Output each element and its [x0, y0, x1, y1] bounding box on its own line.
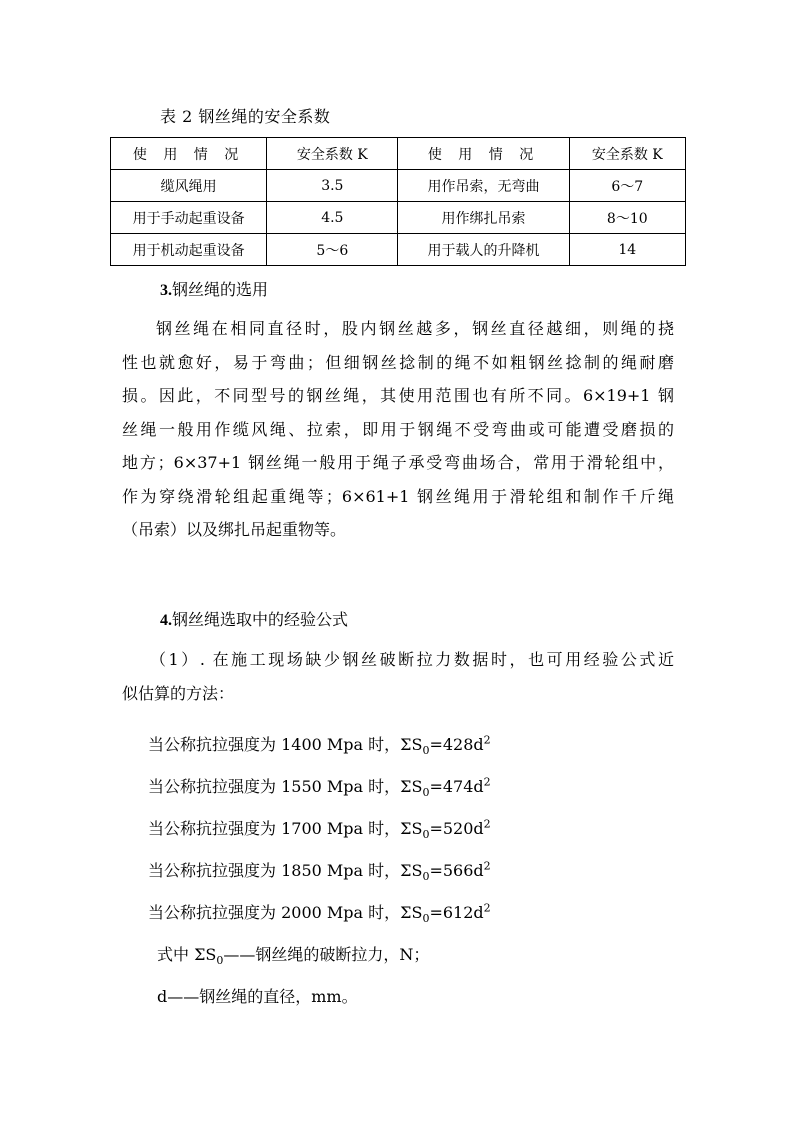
formula-line — [148, 733, 491, 758]
header-factor-2: 安全系数 K — [569, 138, 685, 170]
table-row — [111, 170, 686, 202]
formula-prefix: 当公称抗拉强度为 1700 Mpa 时， — [148, 819, 401, 838]
formula-line — [148, 775, 491, 800]
formula-value: =566d — [429, 861, 484, 880]
table-cell: 用作吊索，无弯曲 — [398, 170, 569, 202]
where-text: ——钢丝绳的破断拉力，N； — [223, 945, 430, 964]
formula-subscript: 0 — [422, 744, 430, 758]
table-header-row — [111, 138, 686, 170]
section-3-paragraph — [122, 312, 674, 547]
header-usage-2: 使 用 情 况 — [398, 138, 569, 170]
paragraph-line: 丝绳一般用作缆风绳、拉索，即用于钢绳不受弯曲或可能遭受磨损的 — [122, 419, 674, 439]
table-caption: 表 2 钢丝绳的安全系数 — [160, 107, 331, 126]
table-cell: 用于载人的升降机 — [398, 234, 569, 266]
table-cell: 3.5 — [267, 170, 398, 202]
formula-value: =520d — [429, 819, 484, 838]
table-cell: 14 — [569, 234, 685, 266]
table-row — [111, 234, 686, 266]
table-cell: 8～10 — [569, 202, 685, 234]
formula-where-line — [157, 945, 430, 968]
formula-prefix: 当公称抗拉强度为 1400 Mpa 时， — [148, 735, 401, 754]
formula-symbol: ΣS — [400, 903, 423, 922]
formula-exponent: 2 — [483, 859, 491, 873]
section-4-heading — [160, 610, 348, 631]
formula-subscript: 0 — [422, 828, 430, 842]
table-cell: 用作绑扎吊索 — [398, 202, 569, 234]
table-cell: 用于手动起重设备 — [111, 202, 267, 234]
section-3-number: 3. — [160, 282, 172, 299]
formula-value: =474d — [429, 777, 484, 796]
formula-exponent: 2 — [483, 775, 491, 789]
formula-line — [148, 901, 491, 926]
formula-value: =612d — [429, 903, 484, 922]
formula-prefix: 当公称抗拉强度为 1550 Mpa 时， — [148, 777, 401, 796]
section-4-intro — [122, 643, 674, 710]
formula-exponent: 2 — [483, 901, 491, 915]
table-row — [111, 202, 686, 234]
table-cell: 缆风绳用 — [111, 170, 267, 202]
formula-subscript: 0 — [422, 912, 430, 926]
paragraph-line: （吊索）以及绑扎吊起重物等。 — [122, 520, 347, 539]
table-cell: 4.5 — [267, 202, 398, 234]
formula-exponent: 2 — [483, 817, 491, 831]
formula-line — [148, 859, 491, 884]
formula-exponent: 2 — [483, 733, 491, 747]
formula-symbol: ΣS — [400, 777, 423, 796]
formula-symbol: ΣS — [400, 819, 423, 838]
paragraph-line: 作为穿绕滑轮组起重绳等；6×61+1 钢丝绳用于滑轮组和制作千斤绳 — [122, 486, 674, 506]
formula-symbol: ΣS — [400, 735, 423, 754]
paragraph-line: 钢丝绳在相同直径时，股内钢丝越多，钢丝直径越细，则绳的挠 — [156, 319, 674, 338]
section-4-title: 钢丝绳选取中的经验公式 — [172, 610, 349, 629]
paragraph-line: 地方；6×37+1 钢丝绳一般用于绳子承受弯曲场合，常用于滑轮组中， — [122, 453, 674, 472]
formula-symbol: ΣS — [400, 861, 423, 880]
section-3-heading — [160, 280, 268, 301]
paragraph-line: 性也就愈好，易于弯曲；但细钢丝捻制的绳不如粗钢丝捻制的绳耐磨 — [122, 352, 674, 372]
table-cell: 6～7 — [569, 170, 685, 202]
header-usage-1: 使 用 情 况 — [111, 138, 267, 170]
header-factor-1: 安全系数 K — [267, 138, 398, 170]
formula-subscript: 0 — [422, 870, 430, 884]
d-definition-line: d——钢丝绳的直径，mm。 — [157, 987, 358, 1006]
table-cell: 5～6 — [267, 234, 398, 266]
formula-line — [148, 817, 491, 842]
section-4-number: 4. — [160, 612, 172, 629]
table-cell: 用于机动起重设备 — [111, 234, 267, 266]
where-prefix: 式中 ΣS — [157, 945, 217, 964]
safety-factor-table — [110, 137, 686, 266]
section-3-title: 钢丝绳的选用 — [172, 280, 269, 299]
where-subscript: 0 — [216, 954, 224, 968]
paragraph-line: （1）. 在施工现场缺少钢丝破断拉力数据时，也可用经验公式近 — [150, 650, 674, 669]
formula-prefix: 当公称抗拉强度为 1850 Mpa 时， — [148, 861, 401, 880]
formula-subscript: 0 — [422, 786, 430, 800]
formula-prefix: 当公称抗拉强度为 2000 Mpa 时， — [148, 903, 401, 922]
formula-value: =428d — [429, 735, 484, 754]
paragraph-line: 似估算的方法： — [122, 683, 235, 703]
paragraph-line: 损。因此，不同型号的钢丝绳，其使用范围也有所不同。6×19+1 钢 — [122, 386, 674, 405]
